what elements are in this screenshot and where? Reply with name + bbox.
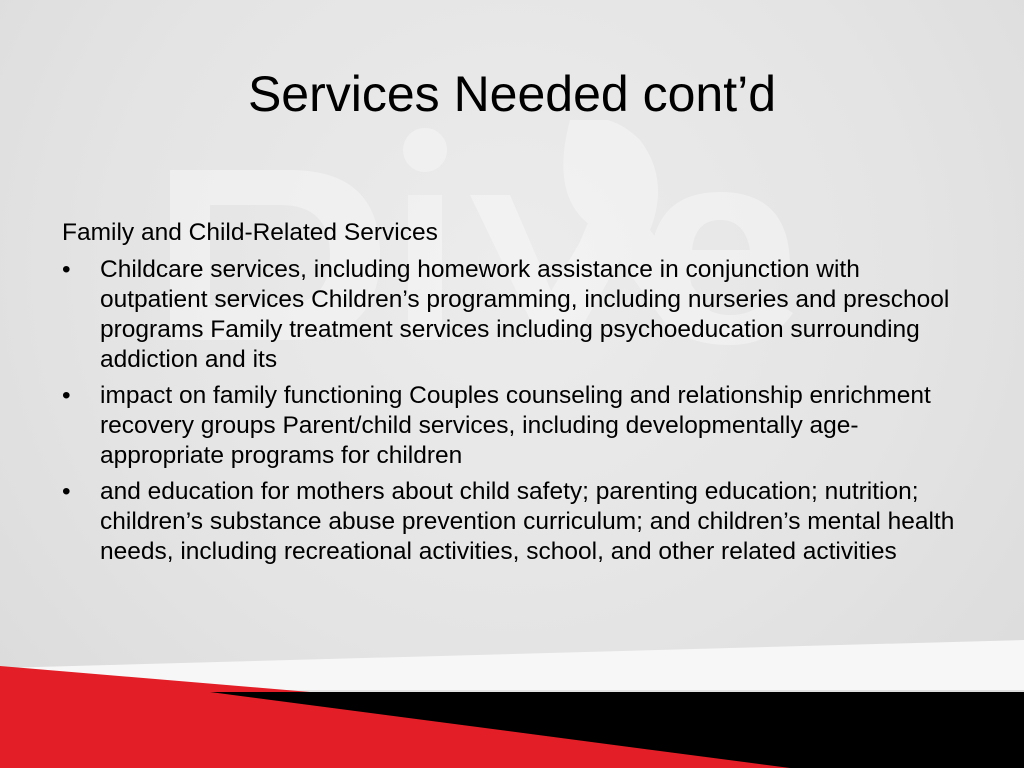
bullet-icon: • [62,478,71,505]
bullet-item [62,255,962,375]
bullet-text: impact on family functioning Couples counseling and relationship enrichment recovery groups Parent/child services, including developmentally age-appropriate programs for children [100,382,931,469]
footer-stripes [0,640,1024,768]
bullet-list [62,255,962,567]
slide-title: Services Needed cont’d [247,66,777,122]
bullet-icon: • [62,256,71,283]
bullet-text: Childcare services, including homework assistance in conjunction with outpatient services Children’s programming, including nurseries and preschool programs Family treatment services including psychoeducation surrounding addiction and its [100,256,950,373]
section-subheading: Family and Child-Related Services [62,219,438,246]
slide-content [62,218,962,573]
bullet-text: and education for mothers about child safety; parenting education; nutrition; children’s substance abuse prevention curriculum; and children’s mental health needs, including recreational activities, school, and other related activities [100,478,955,565]
bullet-item [62,381,962,471]
bullet-item [62,477,962,567]
bullet-icon: • [62,382,71,409]
